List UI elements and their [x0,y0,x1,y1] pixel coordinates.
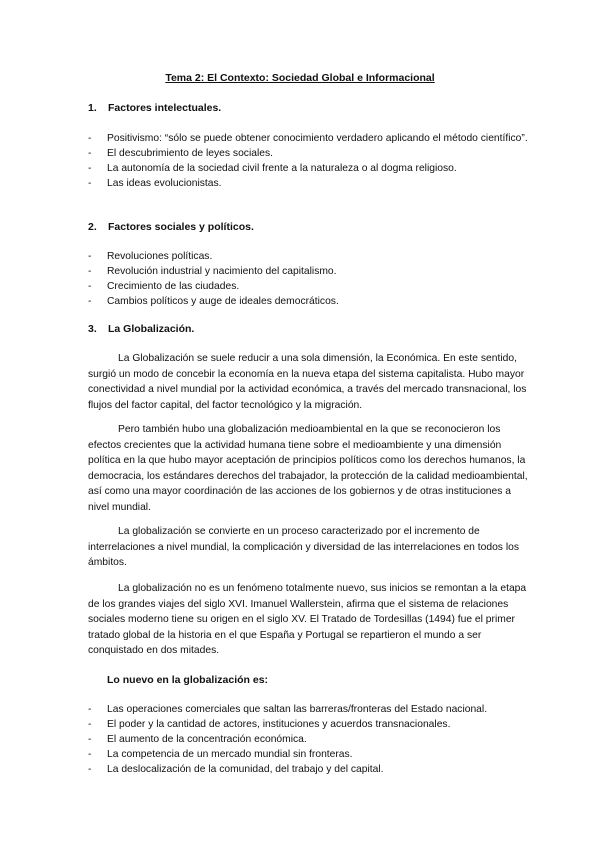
section-heading-2 [88,220,254,234]
list-item: - Las operaciones comerciales que saltan las barreras/fronteras del Estado nacional. [88,702,528,717]
section-number: 1. [88,102,97,114]
bullet-list-new-in-globalization [88,702,528,777]
list-item: - Crecimiento de las ciudades. [88,279,528,294]
bullet-list-social-political-factors [88,249,528,309]
section-title: Factores intelectuales. [108,102,222,114]
list-item: - El poder y la cantidad de actores, instituciones y acuerdos transnacionales. [88,717,528,732]
paragraph-2: Pero también hubo una globalización medioambiental en la que se reconocieron los efectos crecientes que la actividad humana tiene sobre el medioambiente y una dimensión política en la que hubo mayor aceptación de principios políticos como los derechos humanos, la democracia, los estándares derechos del trabajador, la protección de la calidad medioambiental, así como una mayor coordinación de las acciones de los gobiernos y de otras instituciones a nivel mundial. [88,424,528,513]
section-number: 3. [88,323,97,335]
section-number: 2. [88,221,97,233]
page-title: Tema 2: El Contexto: Sociedad Global e Informacional [165,72,435,84]
paragraph-4: La globalización no es un fenómeno totalmente nuevo, sus inicios se remontan a la etapa de los grandes viajes del siglo XVI. Imanuel Wallerstein, afirma que el sistema de relaciones sociales moderno tiene su origen en el siglo XV. El Tratado de Tordesillas (1494) fue el primer tratado global de la historia en el que España y Portugal se repartieron el mundo a ser conquistado en dos mitades. [88,583,527,657]
list-item: - Revolución industrial y nacimiento del capitalismo. [88,264,528,279]
list-item: - El aumento de la concentración económica. [88,732,528,747]
paragraph-3: La globalización se convierte en un proceso caracterizado por el incremento de interrelaciones a nivel mundial, la complicación y diversidad de las interrelaciones en todos los ámbitos. [88,526,519,569]
list-item: - El descubrimiento de leyes sociales. [88,146,528,161]
section-heading-1 [88,101,221,115]
bullet-list-intellectual-factors [88,131,528,191]
list-item: - Cambios políticos y auge de ideales democráticos. [88,294,528,309]
list-item: - Revoluciones políticas. [88,249,528,264]
section-title: Factores sociales y políticos. [108,221,254,233]
section-title: La Globalización. [108,323,195,335]
list-item: - La competencia de un mercado mundial sin fronteras. [88,747,528,762]
list-item: - La deslocalización de la comunidad, del trabajo y del capital. [88,762,528,777]
section-heading-3 [88,322,194,336]
list-item: - Las ideas evolucionistas. [88,176,528,191]
list-item: - La autonomía de la sociedad civil frente a la naturaleza o al dogma religioso. [88,161,528,176]
subheading-new-in-globalization: Lo nuevo en la globalización es: [107,674,269,686]
list-item: - Positivismo: “sólo se puede obtener conocimiento verdadero aplicando el método científico”. [88,131,528,146]
paragraph-1: La Globalización se suele reducir a una sola dimensión, la Económica. En este sentido, surgió un modo de concebir la economía en la nueva etapa del sistema capitalista. Hubo mayor conectividad a nivel mundial por la actividad económica, a través del mercado transnacional, los flujos del factor capital, del factor tecnológico y la migración. [88,353,527,411]
